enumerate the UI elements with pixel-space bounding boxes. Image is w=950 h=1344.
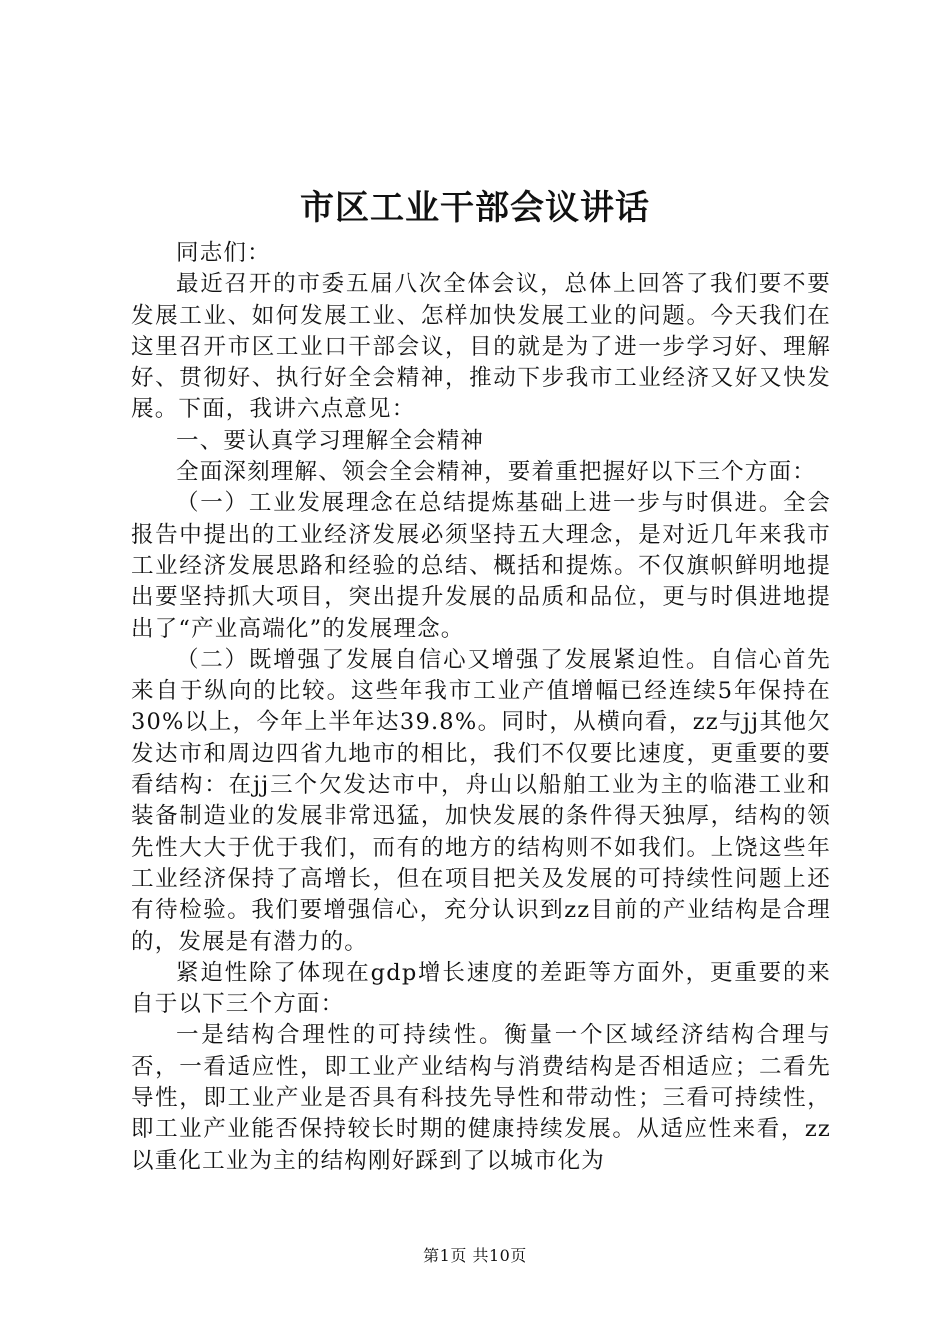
document-body [131, 238, 831, 1177]
page-number-footer: 第1页 共10页 [423, 1246, 527, 1265]
paragraph: 全面深刻理解、领会全会精神，要着重把握好以下三个方面： [176, 459, 816, 486]
paragraph: 紧迫性除了体现在gdp增长速度的差距等方面外，更重要的来自于以下三个方面： [131, 959, 831, 1018]
paragraph: 一是结构合理性的可持续性。衡量一个区域经济结构合理与否，一看适应性，即工业产业结构与消费结构是否相适应；二看先导性，即工业产业是否具有科技先导性和带动性；三看可持续性，即工业产业能否保持较长时期的健康持续发展。从适应性来看，zz以重化工业为主的结构刚好踩到了以城市化为 [131, 1022, 831, 1174]
paragraph: （二）既增强了发展自信心又增强了发展紧迫性。自信心首先来自于纵向的比较。这些年我市工业产值增幅已经连续5年保持在30%以上，今年上半年达39.8%。同时，从横向看，zz与jj其他欠发达市和周边四省九地市的相比，我们不仅要比速度，更重要的要看结构：在jj三个欠发达市中，舟山以船舶工业为主的临港工业和装备制造业的发展非常迅猛，加快发展的条件得天独厚，结构的领先性大大于优于我们，而有的地方的结构则不如我们。上饶这些年工业经济保持了高增长，但在项目把关及发展的可持续性问题上还有待检验。我们要增强信心，充分认识到zz目前的产业结构是合理的，发展是有潜力的。 [131, 646, 831, 955]
document-title: 市区工业干部会议讲话 [300, 188, 650, 228]
paragraph-salutation: 同志们： [176, 240, 271, 266]
section-heading: 一、要认真学习理解全会精神 [176, 427, 485, 454]
paragraph: （一）工业发展理念在总结提炼基础上进一步与时俱进。全会报告中提出的工业经济发展必须坚持五大理念，是对近几年来我市工业经济发展思路和经验的总结、概括和提炼。不仅旗帜鲜明地提出要坚持抓大项目，突出提升发展的品质和品位，更与时俱进地提出了“产业高端化”的发展理念。 [131, 490, 831, 642]
paragraph: 最近召开的市委五届八次全体会议，总体上回答了我们要不要发展工业、如何发展工业、怎样加快发展工业的问题。今天我们在这里召开市区工业口干部会议，目的就是为了进一步学习好、理解好、贯彻好、执行好全会精神，推动下步我市工业经济又好又快发展。下面，我讲六点意见： [131, 271, 831, 423]
